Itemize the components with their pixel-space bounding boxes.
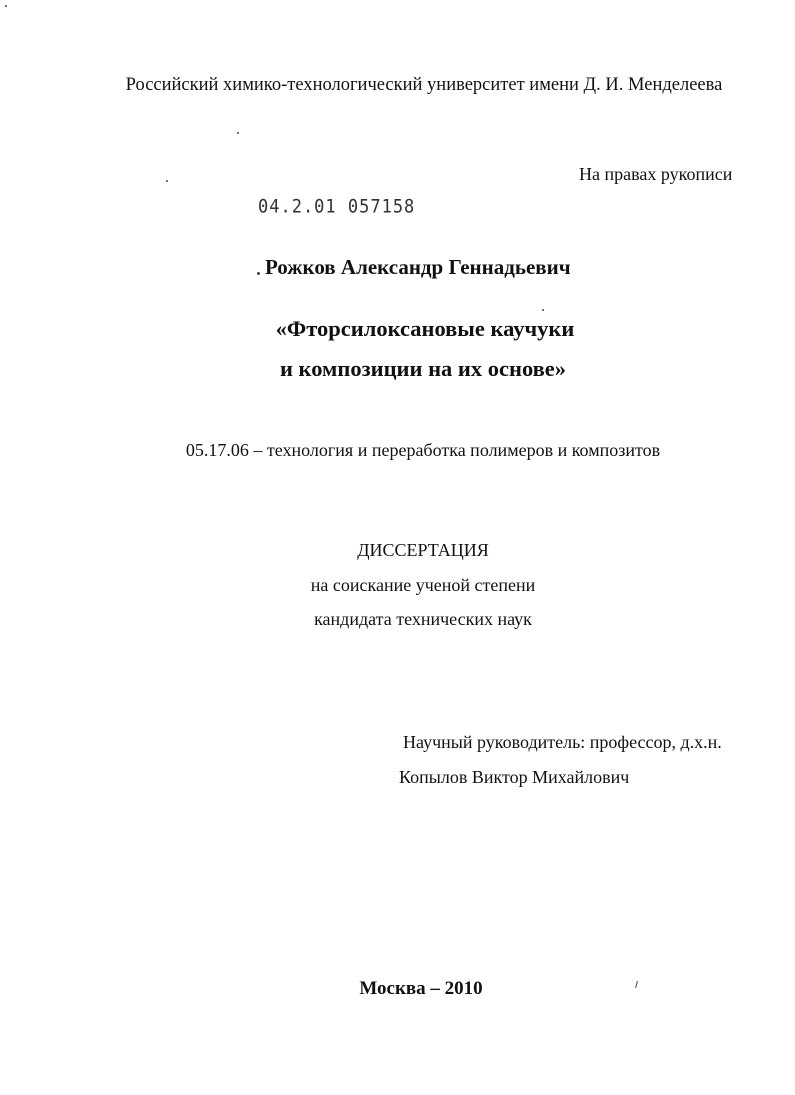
scan-speck	[5, 5, 7, 7]
dissertation-title-line-1: «Фторсилоксановые каучуки	[275, 316, 575, 341]
dissertation-title-line-2: и композиции на их основе»	[279, 356, 567, 381]
scan-speck	[166, 180, 168, 182]
university-name: Российский химико-технологический университет имени Д. И. Менделеева	[125, 75, 723, 95]
scan-speck	[635, 981, 638, 988]
author-name: Рожков Александр Геннадьевич	[265, 255, 571, 279]
scan-speck	[237, 132, 239, 134]
registry-number-stamp: 04.2.01 057158	[258, 196, 416, 218]
supervisor-name: Копылов Виктор Михайлович	[399, 767, 630, 787]
supervisor-label: Научный руководитель: профессор, д.х.н.	[403, 732, 722, 752]
city-year: Москва – 2010	[359, 978, 483, 999]
degree-line-1: на соискание ученой степени	[310, 575, 536, 595]
scan-speck	[257, 272, 260, 275]
rights-note: На правах рукописи	[579, 164, 733, 184]
specialty-code: 05.17.06 – технология и переработка полимеров и композитов	[185, 440, 661, 460]
degree-line-2: кандидата технических наук	[314, 609, 532, 629]
document-type: ДИССЕРТАЦИЯ	[357, 540, 489, 560]
scan-speck	[542, 309, 544, 311]
